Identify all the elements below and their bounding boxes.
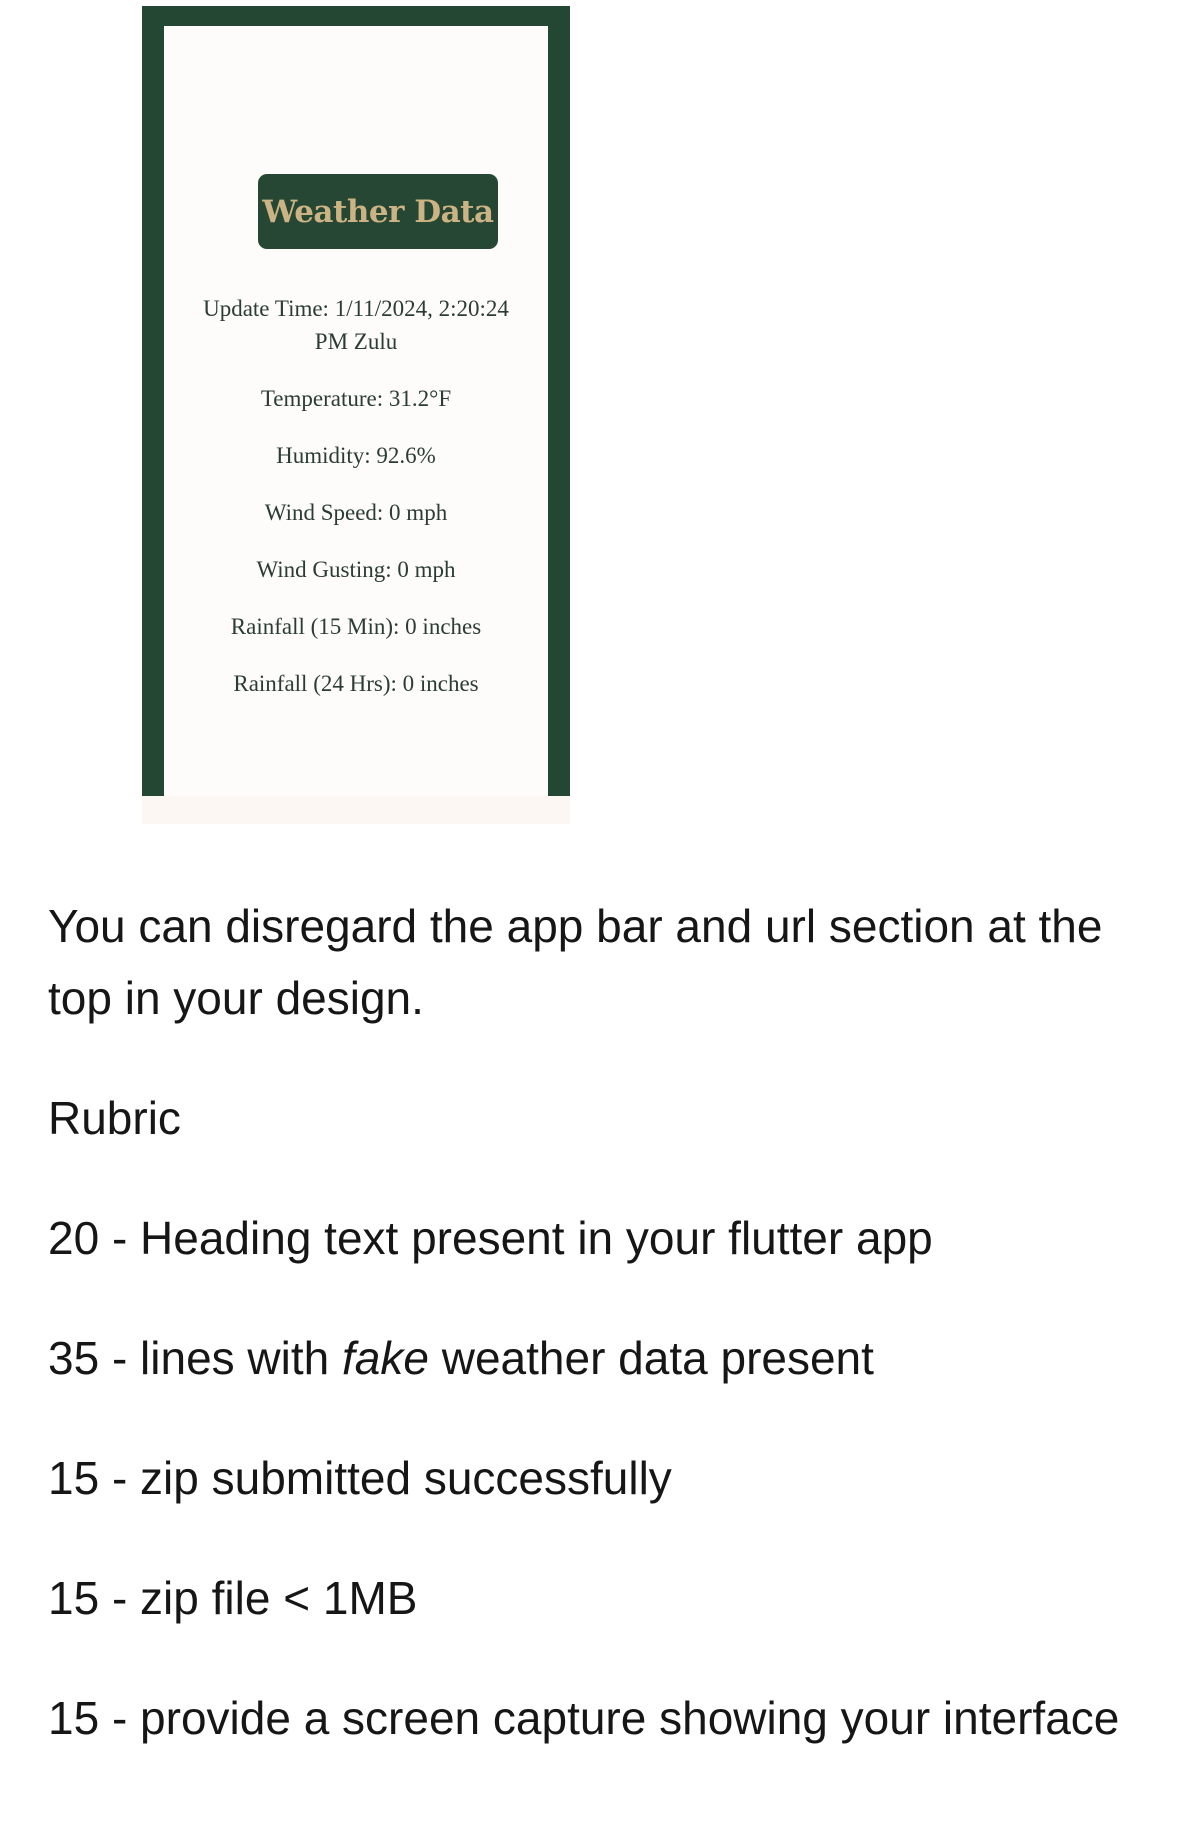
humidity-line: Humidity: 92.6%: [276, 443, 436, 468]
rainfall-15-min-line: Rainfall (15 Min): 0 inches: [230, 614, 482, 639]
weather-data-list: [164, 292, 548, 700]
rubric-item-zip-submitted: 15 - zip submitted successfully: [48, 1452, 672, 1504]
rubric-title: Rubric: [48, 1092, 181, 1144]
update-time-line: Update Time: 1/11/2024, 2:20:24 PM Zulu: [203, 296, 509, 354]
weather-data-heading: Weather Data: [258, 174, 498, 249]
intro-paragraph: You can disregard the app bar and url section at the top in your design.: [48, 900, 1103, 1024]
app-screenshot-frame: [142, 6, 570, 796]
screenshot-bottom-strip: [142, 796, 570, 824]
rubric-item-lines: [48, 1322, 1158, 1394]
wind-speed-line: Wind Speed: 0 mph: [264, 500, 448, 525]
rubric-item-lines-suffix: weather data present: [428, 1332, 874, 1384]
app-screen: [164, 26, 548, 796]
wind-gusting-line: Wind Gusting: 0 mph: [256, 557, 456, 582]
rubric-item-screen-capture: 15 - provide a screen capture showing your interface: [48, 1692, 1120, 1744]
rubric-item-heading: 20 - Heading text present in your flutter app: [48, 1212, 933, 1264]
rubric-item-zip-size: 15 - zip file < 1MB: [48, 1572, 418, 1624]
rainfall-24-hrs-line: Rainfall (24 Hrs): 0 inches: [233, 671, 479, 696]
assignment-notes: [48, 890, 1158, 1754]
rubric-item-lines-emphasis: fake: [342, 1332, 429, 1384]
temperature-line: Temperature: 31.2°F: [260, 386, 452, 411]
rubric-item-lines-prefix: 35 - lines with: [48, 1332, 343, 1384]
